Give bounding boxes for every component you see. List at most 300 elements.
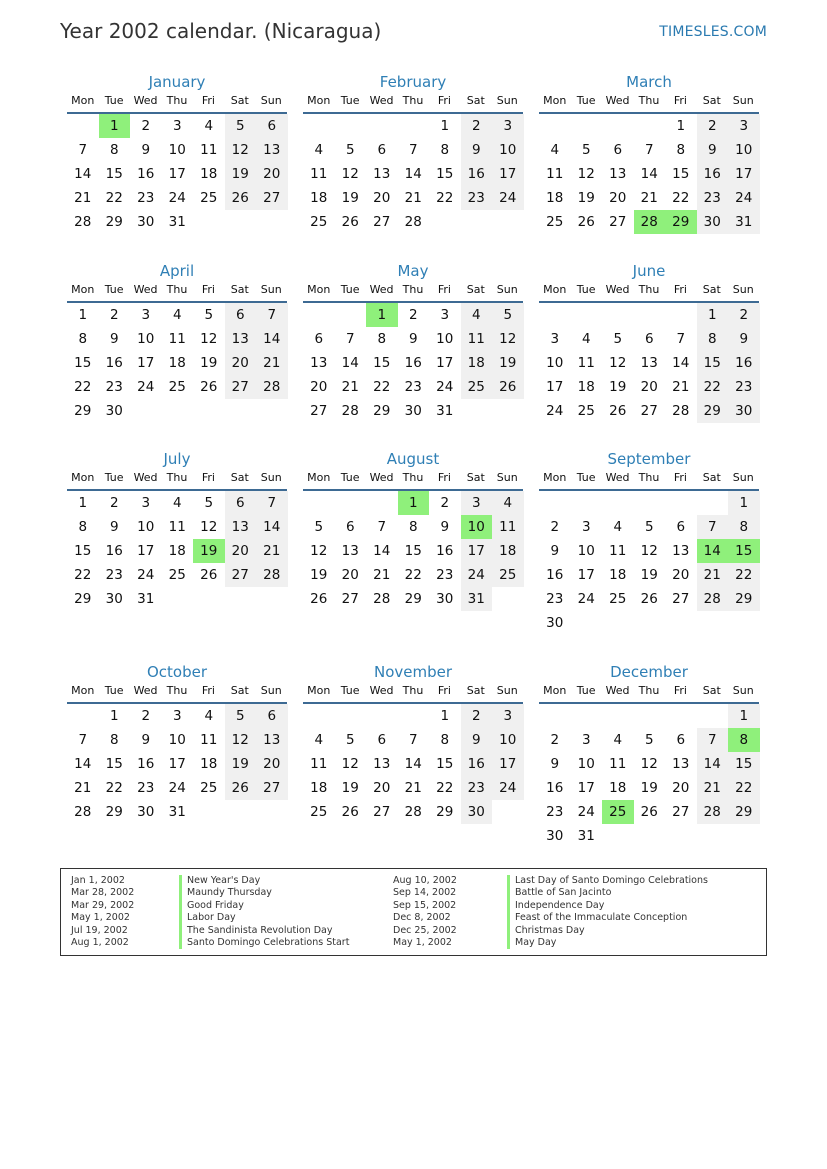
day-cell: 19 xyxy=(341,780,359,796)
month-march xyxy=(539,72,759,234)
day-cell: 22 xyxy=(74,379,92,395)
weekday-label: Sun xyxy=(260,94,282,107)
day-cell: 24 xyxy=(168,780,186,796)
weekday-label: Wed xyxy=(133,471,158,484)
day-cell: 27 xyxy=(225,563,257,587)
day-cell: 5 xyxy=(345,142,355,158)
empty-cell xyxy=(398,704,430,728)
month-name: May xyxy=(397,262,429,280)
day-cell: 12 xyxy=(341,166,359,182)
day-cell: 4 xyxy=(204,118,214,134)
day-cell: 23 xyxy=(137,190,155,206)
day-cell: 6 xyxy=(377,142,387,158)
holiday-day-cell: 29 xyxy=(665,210,697,234)
day-cell: 9 xyxy=(550,543,560,559)
brand-link[interactable]: TIMESLES.COM xyxy=(659,24,767,40)
day-cell: 3 xyxy=(461,491,493,515)
day-cell: 5 xyxy=(204,495,214,511)
month-september xyxy=(539,449,759,635)
day-cell: 17 xyxy=(137,355,155,371)
day-cell: 23 xyxy=(461,186,493,210)
day-cell: 16 xyxy=(105,355,123,371)
day-grid xyxy=(539,704,759,848)
weekday-label: Sat xyxy=(230,471,249,484)
weekday-label: Sun xyxy=(496,684,518,697)
day-cell: 14 xyxy=(256,327,288,351)
day-cell: 17 xyxy=(577,780,595,796)
weekday-label: Wed xyxy=(605,471,630,484)
day-cell: 21 xyxy=(404,780,422,796)
day-cell: 15 xyxy=(404,543,422,559)
weekday-label: Fri xyxy=(673,94,687,107)
day-cell: 25 xyxy=(310,214,328,230)
day-cell: 28 xyxy=(404,214,422,230)
day-cell: 18 xyxy=(310,780,328,796)
day-cell: 23 xyxy=(404,379,422,395)
day-cell: 30 xyxy=(461,800,493,824)
day-cell: 17 xyxy=(492,162,524,186)
day-cell: 27 xyxy=(672,591,690,607)
weekday-label: Fri xyxy=(201,94,215,107)
day-cell: 3 xyxy=(172,118,182,134)
weekday-label: Mon xyxy=(307,471,331,484)
day-cell: 7 xyxy=(78,142,88,158)
day-cell: 25 xyxy=(168,567,186,583)
day-cell: 29 xyxy=(74,403,92,419)
weekday-label: Sat xyxy=(466,94,485,107)
empty-cell xyxy=(665,704,697,728)
day-cell: 30 xyxy=(728,399,760,423)
day-cell: 2 xyxy=(109,307,119,323)
day-cell: 27 xyxy=(373,214,391,230)
day-cell: 13 xyxy=(373,166,391,182)
month-october xyxy=(67,662,287,824)
day-cell: 16 xyxy=(137,756,155,772)
day-cell: 26 xyxy=(225,776,257,800)
day-cell: 11 xyxy=(168,519,186,535)
weekday-label: Thu xyxy=(638,283,660,296)
day-cell: 30 xyxy=(105,591,123,607)
weekday-label: Thu xyxy=(638,471,660,484)
holiday-date: Aug 10, 2002 xyxy=(393,875,457,886)
day-cell: 9 xyxy=(461,728,493,752)
day-cell: 25 xyxy=(200,190,218,206)
day-cell: 16 xyxy=(546,780,564,796)
day-cell: 4 xyxy=(492,491,524,515)
holiday-day-cell: 14 xyxy=(697,539,729,563)
day-grid xyxy=(67,114,287,234)
weekday-label: Tue xyxy=(576,283,596,296)
day-cell: 28 xyxy=(672,403,690,419)
day-cell: 11 xyxy=(461,327,493,351)
day-grid xyxy=(303,303,523,423)
day-cell: 19 xyxy=(640,780,658,796)
day-cell: 15 xyxy=(373,355,391,371)
month-august xyxy=(303,449,523,611)
weekday-label: Thu xyxy=(402,283,424,296)
weekday-header xyxy=(539,281,759,303)
day-cell: 24 xyxy=(546,403,564,419)
day-cell: 13 xyxy=(672,756,690,772)
day-cell: 25 xyxy=(200,780,218,796)
day-cell: 4 xyxy=(314,142,324,158)
day-cell: 15 xyxy=(105,756,123,772)
day-cell: 2 xyxy=(141,118,151,134)
weekday-label: Sat xyxy=(466,471,485,484)
empty-cell xyxy=(571,303,603,327)
day-cell: 28 xyxy=(74,214,92,230)
day-cell: 1 xyxy=(676,118,686,134)
empty-cell xyxy=(303,303,335,327)
day-cell: 28 xyxy=(256,563,288,587)
day-cell: 30 xyxy=(404,403,422,419)
empty-cell xyxy=(303,491,335,515)
day-cell: 22 xyxy=(728,563,760,587)
day-cell: 13 xyxy=(225,515,257,539)
empty-cell xyxy=(602,303,634,327)
weekday-label: Tue xyxy=(104,283,124,296)
weekday-label: Sat xyxy=(466,283,485,296)
day-cell: 8 xyxy=(728,515,760,539)
weekday-label: Sun xyxy=(732,684,754,697)
day-cell: 20 xyxy=(672,567,690,583)
weekday-label: Tue xyxy=(576,471,596,484)
holiday-date: Jul 19, 2002 xyxy=(71,924,128,936)
day-cell: 7 xyxy=(697,515,729,539)
weekday-label: Wed xyxy=(605,684,630,697)
day-cell: 12 xyxy=(310,543,328,559)
day-cell: 20 xyxy=(373,190,391,206)
day-cell: 20 xyxy=(672,780,690,796)
day-cell: 2 xyxy=(141,708,151,724)
holiday-day-cell: 28 xyxy=(634,210,666,234)
holiday-list xyxy=(60,868,767,956)
day-cell: 2 xyxy=(728,303,760,327)
day-cell: 14 xyxy=(404,166,422,182)
weekday-label: Wed xyxy=(133,283,158,296)
day-cell: 8 xyxy=(440,732,450,748)
day-cell: 3 xyxy=(141,307,151,323)
day-cell: 23 xyxy=(546,804,564,820)
day-cell: 7 xyxy=(256,303,288,327)
day-cell: 28 xyxy=(341,403,359,419)
day-cell: 24 xyxy=(168,190,186,206)
weekday-label: Sun xyxy=(496,283,518,296)
day-cell: 14 xyxy=(697,752,729,776)
day-cell: 11 xyxy=(200,732,218,748)
day-cell: 8 xyxy=(697,327,729,351)
day-cell: 17 xyxy=(168,756,186,772)
day-cell: 18 xyxy=(577,379,595,395)
day-grid xyxy=(67,303,287,423)
weekday-label: Mon xyxy=(307,684,331,697)
day-cell: 18 xyxy=(310,190,328,206)
day-cell: 11 xyxy=(310,166,328,182)
day-cell: 22 xyxy=(404,567,422,583)
holiday-day-cell: 1 xyxy=(366,303,398,327)
day-cell: 26 xyxy=(640,804,658,820)
day-cell: 14 xyxy=(640,166,658,182)
day-cell: 23 xyxy=(728,375,760,399)
day-cell: 27 xyxy=(640,403,658,419)
weekday-label: Thu xyxy=(402,684,424,697)
day-cell: 31 xyxy=(728,210,760,234)
day-cell: 4 xyxy=(550,142,560,158)
day-cell: 15 xyxy=(672,166,690,182)
day-cell: 18 xyxy=(200,166,218,182)
day-cell: 11 xyxy=(168,331,186,347)
day-cell: 27 xyxy=(225,375,257,399)
holiday-day-cell: 8 xyxy=(728,728,760,752)
day-cell: 7 xyxy=(345,331,355,347)
month-june xyxy=(539,261,759,423)
weekday-label: Tue xyxy=(340,283,360,296)
day-cell: 29 xyxy=(105,804,123,820)
weekday-label: Thu xyxy=(638,94,660,107)
day-cell: 29 xyxy=(373,403,391,419)
month-name: November xyxy=(373,663,453,681)
weekday-label: Thu xyxy=(638,684,660,697)
day-cell: 22 xyxy=(105,780,123,796)
day-cell: 13 xyxy=(373,756,391,772)
day-cell: 30 xyxy=(546,615,564,631)
day-cell: 16 xyxy=(461,162,493,186)
weekday-label: Sat xyxy=(702,283,721,296)
empty-cell xyxy=(634,704,666,728)
day-cell: 25 xyxy=(609,591,627,607)
month-name: April xyxy=(159,262,195,280)
day-cell: 7 xyxy=(377,519,387,535)
day-cell: 8 xyxy=(78,331,88,347)
day-cell: 30 xyxy=(105,403,123,419)
holiday-name: Independence Day xyxy=(507,900,708,912)
day-cell: 13 xyxy=(609,166,627,182)
weekday-label: Mon xyxy=(543,684,567,697)
day-cell: 4 xyxy=(581,331,591,347)
weekday-label: Mon xyxy=(543,471,567,484)
day-cell: 26 xyxy=(492,375,524,399)
weekday-label: Fri xyxy=(201,684,215,697)
day-cell: 23 xyxy=(697,186,729,210)
weekday-label: Fri xyxy=(673,283,687,296)
day-cell: 5 xyxy=(644,732,654,748)
weekday-label: Tue xyxy=(340,94,360,107)
day-cell: 19 xyxy=(341,190,359,206)
day-cell: 23 xyxy=(461,776,493,800)
day-cell: 3 xyxy=(728,114,760,138)
day-cell: 4 xyxy=(314,732,324,748)
day-cell: 12 xyxy=(492,327,524,351)
day-cell: 14 xyxy=(256,515,288,539)
day-cell: 13 xyxy=(256,138,288,162)
weekday-label: Fri xyxy=(437,283,451,296)
day-cell: 12 xyxy=(609,355,627,371)
day-cell: 22 xyxy=(436,190,454,206)
weekday-label: Sun xyxy=(496,471,518,484)
day-cell: 8 xyxy=(78,519,88,535)
weekday-label: Sat xyxy=(466,684,485,697)
day-cell: 15 xyxy=(74,355,92,371)
day-cell: 24 xyxy=(492,776,524,800)
day-cell: 20 xyxy=(341,567,359,583)
day-cell: 3 xyxy=(440,307,450,323)
month-name: August xyxy=(386,450,440,468)
empty-cell xyxy=(335,704,367,728)
empty-cell xyxy=(634,491,666,515)
holiday-date: May 1, 2002 xyxy=(393,936,452,948)
month-name: September xyxy=(607,450,691,468)
day-cell: 16 xyxy=(546,567,564,583)
day-cell: 16 xyxy=(105,543,123,559)
day-grid xyxy=(539,114,759,234)
day-cell: 18 xyxy=(168,355,186,371)
day-cell: 10 xyxy=(577,543,595,559)
day-cell: 7 xyxy=(408,732,418,748)
day-cell: 4 xyxy=(172,495,182,511)
day-cell: 31 xyxy=(461,587,493,611)
weekday-label: Wed xyxy=(605,283,630,296)
weekday-header xyxy=(303,469,523,491)
holiday-name: The Sandinista Revolution Day xyxy=(179,925,349,937)
day-cell: 17 xyxy=(728,162,760,186)
day-cell: 24 xyxy=(492,186,524,210)
day-cell: 30 xyxy=(436,591,454,607)
weekday-label: Mon xyxy=(71,94,95,107)
weekday-label: Fri xyxy=(673,684,687,697)
day-cell: 20 xyxy=(256,162,288,186)
weekday-label: Wed xyxy=(605,94,630,107)
weekday-label: Sat xyxy=(230,283,249,296)
day-cell: 7 xyxy=(644,142,654,158)
weekday-label: Wed xyxy=(133,684,158,697)
day-cell: 12 xyxy=(225,728,257,752)
day-cell: 11 xyxy=(577,355,595,371)
holiday-date: Sep 15, 2002 xyxy=(393,899,457,911)
empty-cell xyxy=(335,303,367,327)
weekday-label: Mon xyxy=(543,283,567,296)
day-cell: 10 xyxy=(436,331,454,347)
day-cell: 21 xyxy=(640,190,658,206)
day-cell: 22 xyxy=(728,776,760,800)
day-cell: 21 xyxy=(74,780,92,796)
empty-cell xyxy=(602,704,634,728)
day-cell: 15 xyxy=(105,166,123,182)
day-cell: 27 xyxy=(256,186,288,210)
holiday-dates-col-2 xyxy=(393,875,503,949)
holiday-day-cell: 19 xyxy=(193,539,225,563)
day-cell: 4 xyxy=(204,708,214,724)
empty-cell xyxy=(303,704,335,728)
day-cell: 22 xyxy=(105,190,123,206)
day-cell: 22 xyxy=(373,379,391,395)
empty-cell xyxy=(398,114,430,138)
day-cell: 16 xyxy=(436,543,454,559)
day-cell: 19 xyxy=(609,379,627,395)
empty-cell xyxy=(539,491,571,515)
day-cell: 2 xyxy=(461,114,493,138)
weekday-label: Thu xyxy=(166,684,188,697)
holiday-dates-col-1 xyxy=(71,875,181,949)
holiday-name: Christmas Day xyxy=(507,925,708,937)
day-cell: 10 xyxy=(137,331,155,347)
empty-cell xyxy=(539,303,571,327)
day-cell: 25 xyxy=(577,403,595,419)
day-cell: 17 xyxy=(436,355,454,371)
page-title: Year 2002 calendar. (Nicaragua) xyxy=(60,19,382,43)
day-cell: 13 xyxy=(672,543,690,559)
day-cell: 20 xyxy=(256,752,288,776)
day-cell: 15 xyxy=(436,756,454,772)
day-cell: 6 xyxy=(225,491,257,515)
empty-cell xyxy=(539,704,571,728)
weekday-label: Thu xyxy=(402,471,424,484)
weekday-label: Fri xyxy=(437,471,451,484)
month-name: December xyxy=(610,663,688,681)
day-cell: 21 xyxy=(256,539,288,563)
day-cell: 20 xyxy=(609,190,627,206)
day-cell: 11 xyxy=(310,756,328,772)
holiday-day-cell: 25 xyxy=(602,800,634,824)
day-cell: 1 xyxy=(440,708,450,724)
weekday-label: Fri xyxy=(437,684,451,697)
empty-cell xyxy=(571,114,603,138)
weekday-label: Thu xyxy=(166,283,188,296)
empty-cell xyxy=(634,303,666,327)
weekday-label: Sun xyxy=(732,471,754,484)
day-cell: 10 xyxy=(168,732,186,748)
holiday-date: May 1, 2002 xyxy=(71,912,130,924)
weekday-label: Tue xyxy=(104,94,124,107)
day-cell: 4 xyxy=(172,307,182,323)
day-cell: 18 xyxy=(200,756,218,772)
day-cell: 27 xyxy=(256,776,288,800)
weekday-label: Wed xyxy=(369,94,394,107)
day-cell: 17 xyxy=(168,166,186,182)
day-cell: 12 xyxy=(341,756,359,772)
day-cell: 26 xyxy=(310,591,328,607)
day-cell: 3 xyxy=(172,708,182,724)
weekday-header xyxy=(303,682,523,704)
day-cell: 16 xyxy=(461,752,493,776)
day-cell: 3 xyxy=(141,495,151,511)
day-cell: 31 xyxy=(137,591,155,607)
day-cell: 6 xyxy=(256,704,288,728)
day-cell: 4 xyxy=(613,732,623,748)
month-name: February xyxy=(379,73,447,91)
empty-cell xyxy=(697,704,729,728)
day-cell: 10 xyxy=(546,355,564,371)
day-cell: 5 xyxy=(613,331,623,347)
weekday-label: Tue xyxy=(340,471,360,484)
day-cell: 14 xyxy=(74,166,92,182)
day-cell: 16 xyxy=(404,355,422,371)
day-cell: 24 xyxy=(137,379,155,395)
month-name: July xyxy=(163,450,191,468)
day-cell: 12 xyxy=(640,756,658,772)
day-cell: 26 xyxy=(200,567,218,583)
month-february xyxy=(303,72,523,234)
day-cell: 11 xyxy=(609,756,627,772)
day-cell: 28 xyxy=(697,800,729,824)
day-cell: 21 xyxy=(697,563,729,587)
weekday-label: Tue xyxy=(576,94,596,107)
day-cell: 27 xyxy=(341,591,359,607)
empty-cell xyxy=(366,704,398,728)
day-cell: 17 xyxy=(137,543,155,559)
day-cell: 30 xyxy=(546,828,564,844)
day-cell: 17 xyxy=(577,567,595,583)
weekday-label: Sat xyxy=(702,684,721,697)
